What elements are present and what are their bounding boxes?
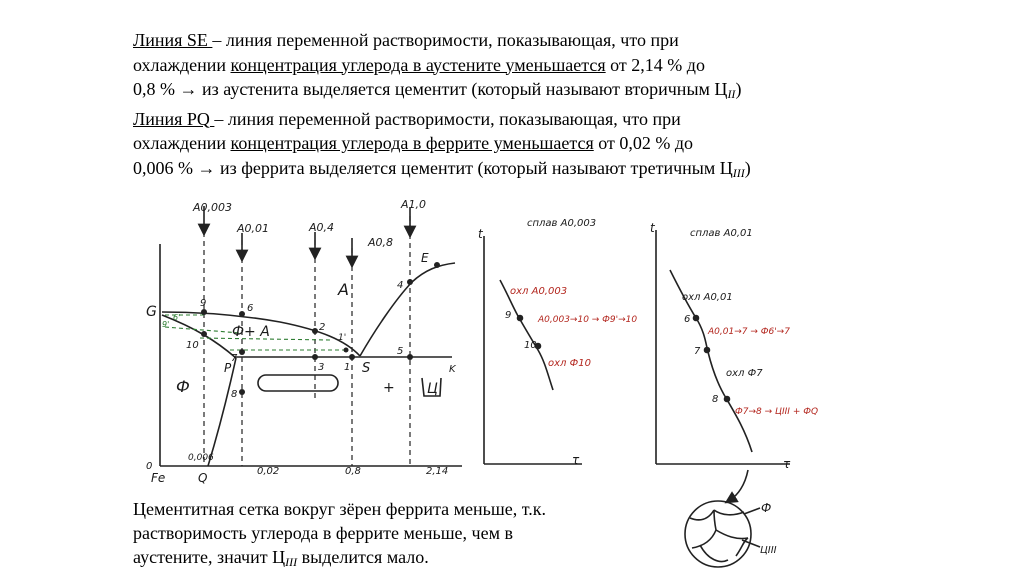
region-plus: + (383, 380, 395, 396)
pq-line (208, 358, 236, 466)
arrow-right-icon: → (197, 157, 216, 178)
num-9-prime: 9' (162, 320, 170, 329)
conclusion-text (133, 497, 633, 574)
curve1-cool-ferrite: охл Ф10 (548, 358, 591, 369)
se-line-label: Линия SE (133, 30, 213, 50)
pq-line-2: охлаждении концентрация углерода в феррите уменьшается от 0,02 % до (133, 133, 694, 153)
cementite-band (258, 375, 338, 391)
alloy-label-a04: A0,4 (309, 221, 335, 234)
num-9: 9 (200, 298, 207, 309)
num-4: 4 (397, 280, 404, 291)
tick-214: 2,14 (426, 466, 449, 477)
curve2-transition-2: Ф7→8 → ЦIII + ФQ (735, 407, 819, 417)
conclusion-line-1: Цементитная сетка вокруг зёрен феррита меньше, т.к. (133, 499, 546, 519)
alloy-label-a001: A0,01 (237, 222, 270, 235)
point-p: P (224, 361, 232, 375)
conclusion-line-2: растворимость углерода в феррите меньше, чем в (133, 523, 513, 543)
num-2: 2 (319, 322, 326, 333)
alloy-label-a0003: A0,003 (193, 201, 233, 214)
num-1: 1 (344, 362, 351, 373)
curve2-cool-ferrite: охл Ф7 (726, 368, 763, 379)
curve2-t-label: t (650, 221, 655, 235)
alloy-label-a08: A0,8 (368, 236, 394, 249)
num-8: 8 (231, 389, 238, 400)
num-0006: 0,006 (188, 453, 214, 463)
grain-sketch (685, 501, 760, 567)
se-line-2: охлаждении концентрация углерода в аустените уменьшается от 2,14 % до (133, 54, 705, 75)
num-10: 10 (186, 340, 199, 351)
region-ferrite-austenite: Ф+ A (232, 324, 270, 340)
curve2-point-6: 6 (684, 314, 691, 325)
tick-002: 0,02 (257, 466, 280, 477)
num-1-prime: 1' (338, 333, 347, 343)
alloy-verticals (204, 216, 410, 466)
tick-08: 0,8 (345, 466, 361, 477)
alloy-label-a10: A1,0 (401, 198, 427, 211)
curve2-tau-label: τ (783, 457, 791, 471)
se-line-1: Линия SE – линия переменной растворимости, показывающая, что при (133, 30, 679, 50)
point-fe: Fe (151, 471, 166, 485)
curve1-cool-austenite: охл А0,003 (510, 286, 568, 297)
point-q: Q (198, 471, 208, 485)
curve2-point-7: 7 (694, 346, 701, 357)
point-g: G (146, 304, 157, 320)
num-6-prime: 6' (173, 313, 181, 322)
se-line-3: 0,8 % → из аустенита выделяется цементит (который называют вторичным $Ц_{II}$) (133, 79, 742, 101)
region-ferrite: Ф (176, 377, 190, 396)
se-line (360, 263, 455, 356)
pq-line-3: 0,006 % → из феррита выделяется цементит (который называют третичным $Ц_{III}$) (133, 157, 751, 180)
grain-ferrite-label: Ф (761, 501, 772, 515)
curve1-point-9: 9 (505, 310, 512, 321)
pq-concentration-underlined: концентрация углерода в феррите уменьшается (230, 133, 594, 153)
arrow-right-icon: → (179, 79, 198, 99)
point-e: E (421, 251, 429, 265)
num-6: 6 (247, 303, 254, 314)
curve2-transition-1: А0,01→7 → Ф6'→7 (708, 327, 790, 337)
curve2-cool-austenite: охл А0,01 (682, 292, 733, 303)
curve1-point-10: 10 (524, 340, 537, 351)
conclusion-line-3: аустените, значит $Ц_{III}$ выделится мало. (133, 547, 429, 569)
pq-line-label: Линия PQ (133, 108, 215, 129)
cooling-curve-2 (656, 230, 790, 567)
curve2-point-8: 8 (712, 394, 719, 405)
point-k: K (449, 364, 456, 375)
origin-zero: 0 (146, 461, 153, 472)
curve1-t-label: t (478, 227, 483, 241)
curve2-title: сплав А0,01 (690, 228, 753, 239)
curve1-tau-label: τ (572, 453, 580, 467)
pq-line-1: Линия PQ – линия переменной растворимости, показывающая, что при (133, 108, 681, 129)
se-concentration-underlined: концентрация углерода в аустените уменьшается (230, 54, 606, 75)
region-austenite: A (338, 280, 349, 299)
region-cementite: Ц (427, 381, 438, 397)
num-5: 5 (397, 346, 404, 357)
num-3: 3 (318, 362, 325, 373)
curve1-transition: А0,003→10 → Ф9'→10 (538, 315, 638, 325)
point-s: S (362, 361, 371, 376)
num-7: 7 (231, 353, 238, 364)
grain-cementite-label: ЦIII (760, 545, 777, 556)
curve1-title: сплав А0,003 (527, 218, 597, 229)
